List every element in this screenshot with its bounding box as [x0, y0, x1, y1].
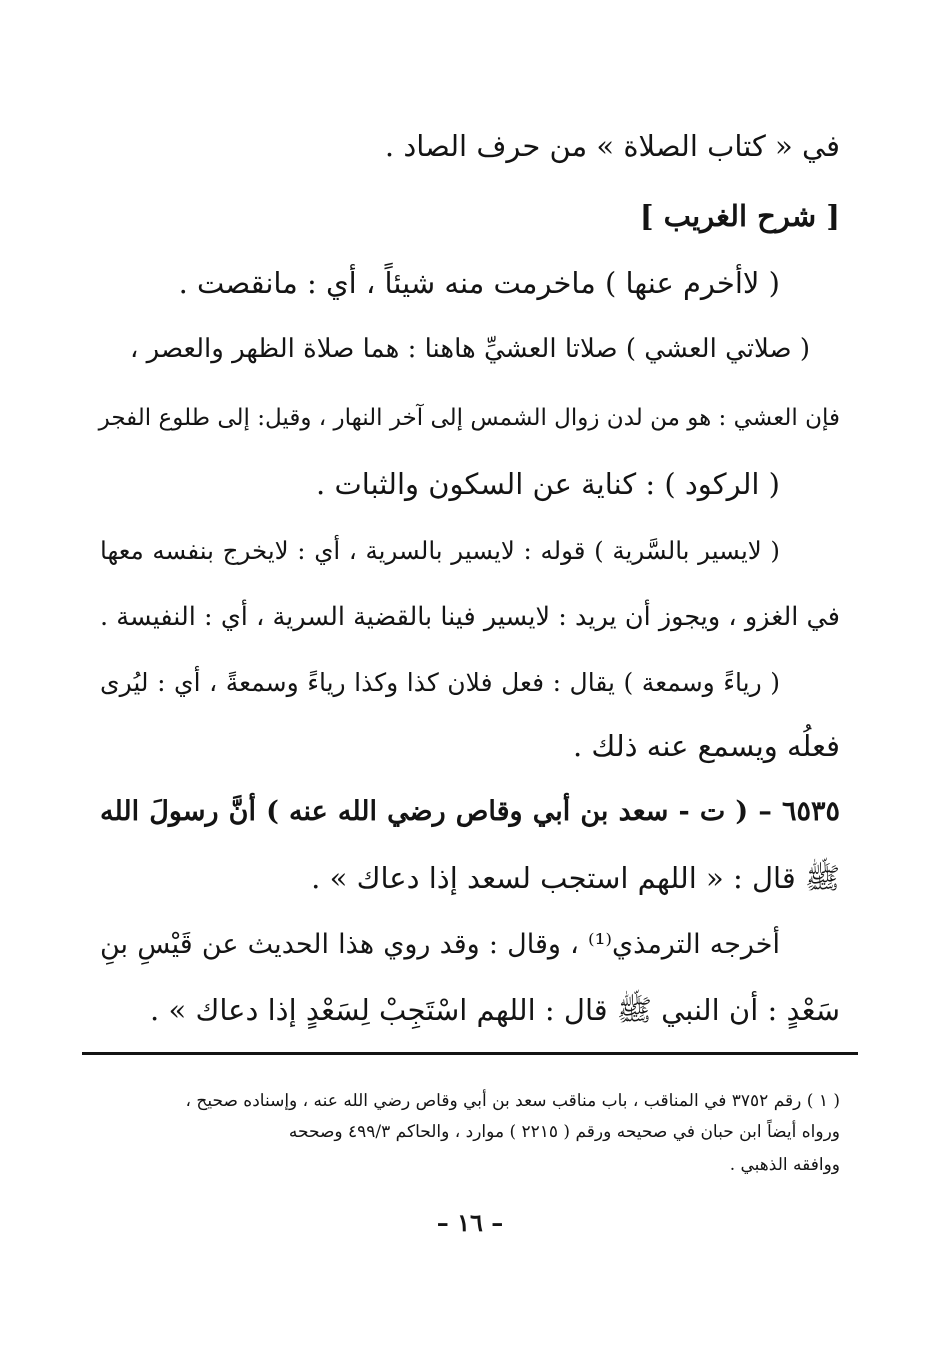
text-line-1: في « كتاب الصلاة » من حرف الصاد . [384, 129, 840, 163]
footnote-separator [82, 1052, 858, 1055]
footnote-line-3: ووافقه الذهبي . [729, 1155, 840, 1175]
hadith-heading: ٦٥٣٥ – ( ت - سعد بن أبي وقاص رضي الله عنه ) أنَّ رسولَ الله [100, 796, 840, 827]
text-line-7: ( لايسير بالسَّرية ) قوله : لايسير بالسرية ، أي : لايخرج بنفسه معها [100, 536, 780, 565]
hadith-text: ﷺ قال : « اللهم استجب لسعد إذا دعاك » . [311, 861, 840, 895]
takhrij-line-2: سَعْدٍ : أن النبي ﷺ قال : اللهم اسْتَجِبْ لِسَعْدٍ إذا دعاك » . [150, 993, 840, 1027]
footnote-line-2: ورواه أيضاً ابن حبان في صحيحه ورقم ( ٢٢١٥ ) موارد ، والحاكم ٤٩٩/٣ وصححه [288, 1122, 840, 1142]
text-line-10: فعلُه ويسمع عنه ذلك . [572, 729, 840, 763]
text-line-4: ( صلاتي العشي ) صلاتا العشيِّ هاهنا : هما صلاة الظهر والعصر ، [130, 334, 810, 364]
text-line-9: ( رياءً وسمعة ) يقال : فعل فلان كذا وكذا رياءً وسمعةً ، أي : ليُرى [100, 668, 780, 697]
text-line-3: ( لاأخرم عنها ) ماخرمت منه شيئاً ، أي : مانقصت . [178, 266, 780, 300]
section-heading: [ شرح الغريب ] [639, 199, 840, 233]
text-line-5: فإن العشي : هو من لدن زوال الشمس إلى آخر النهار ، وقيل: إلى طلوع الفجر [98, 405, 840, 431]
text-line-8: في الغزو ، ويجوز أن يريد : لايسير فينا بالقضية السرية ، أي : النفيسة . [100, 602, 840, 632]
footnote-line-1: ( ١ ) رقم ٣٧٥٢ في المناقب ، باب مناقب سعد بن أبي وقاص رضي الله عنه ، وإسناده صحيح ، [185, 1091, 840, 1111]
page-number: – ١٦ – [436, 1208, 504, 1237]
takhrij-line-1: أخرجه الترمذي⁽¹⁾ ، وقال : وقد روي هذا الحديث عن قَيْسِ بنِ [100, 929, 780, 960]
text-line-6: ( الركود ) : كناية عن السكون والثبات . [316, 467, 780, 501]
